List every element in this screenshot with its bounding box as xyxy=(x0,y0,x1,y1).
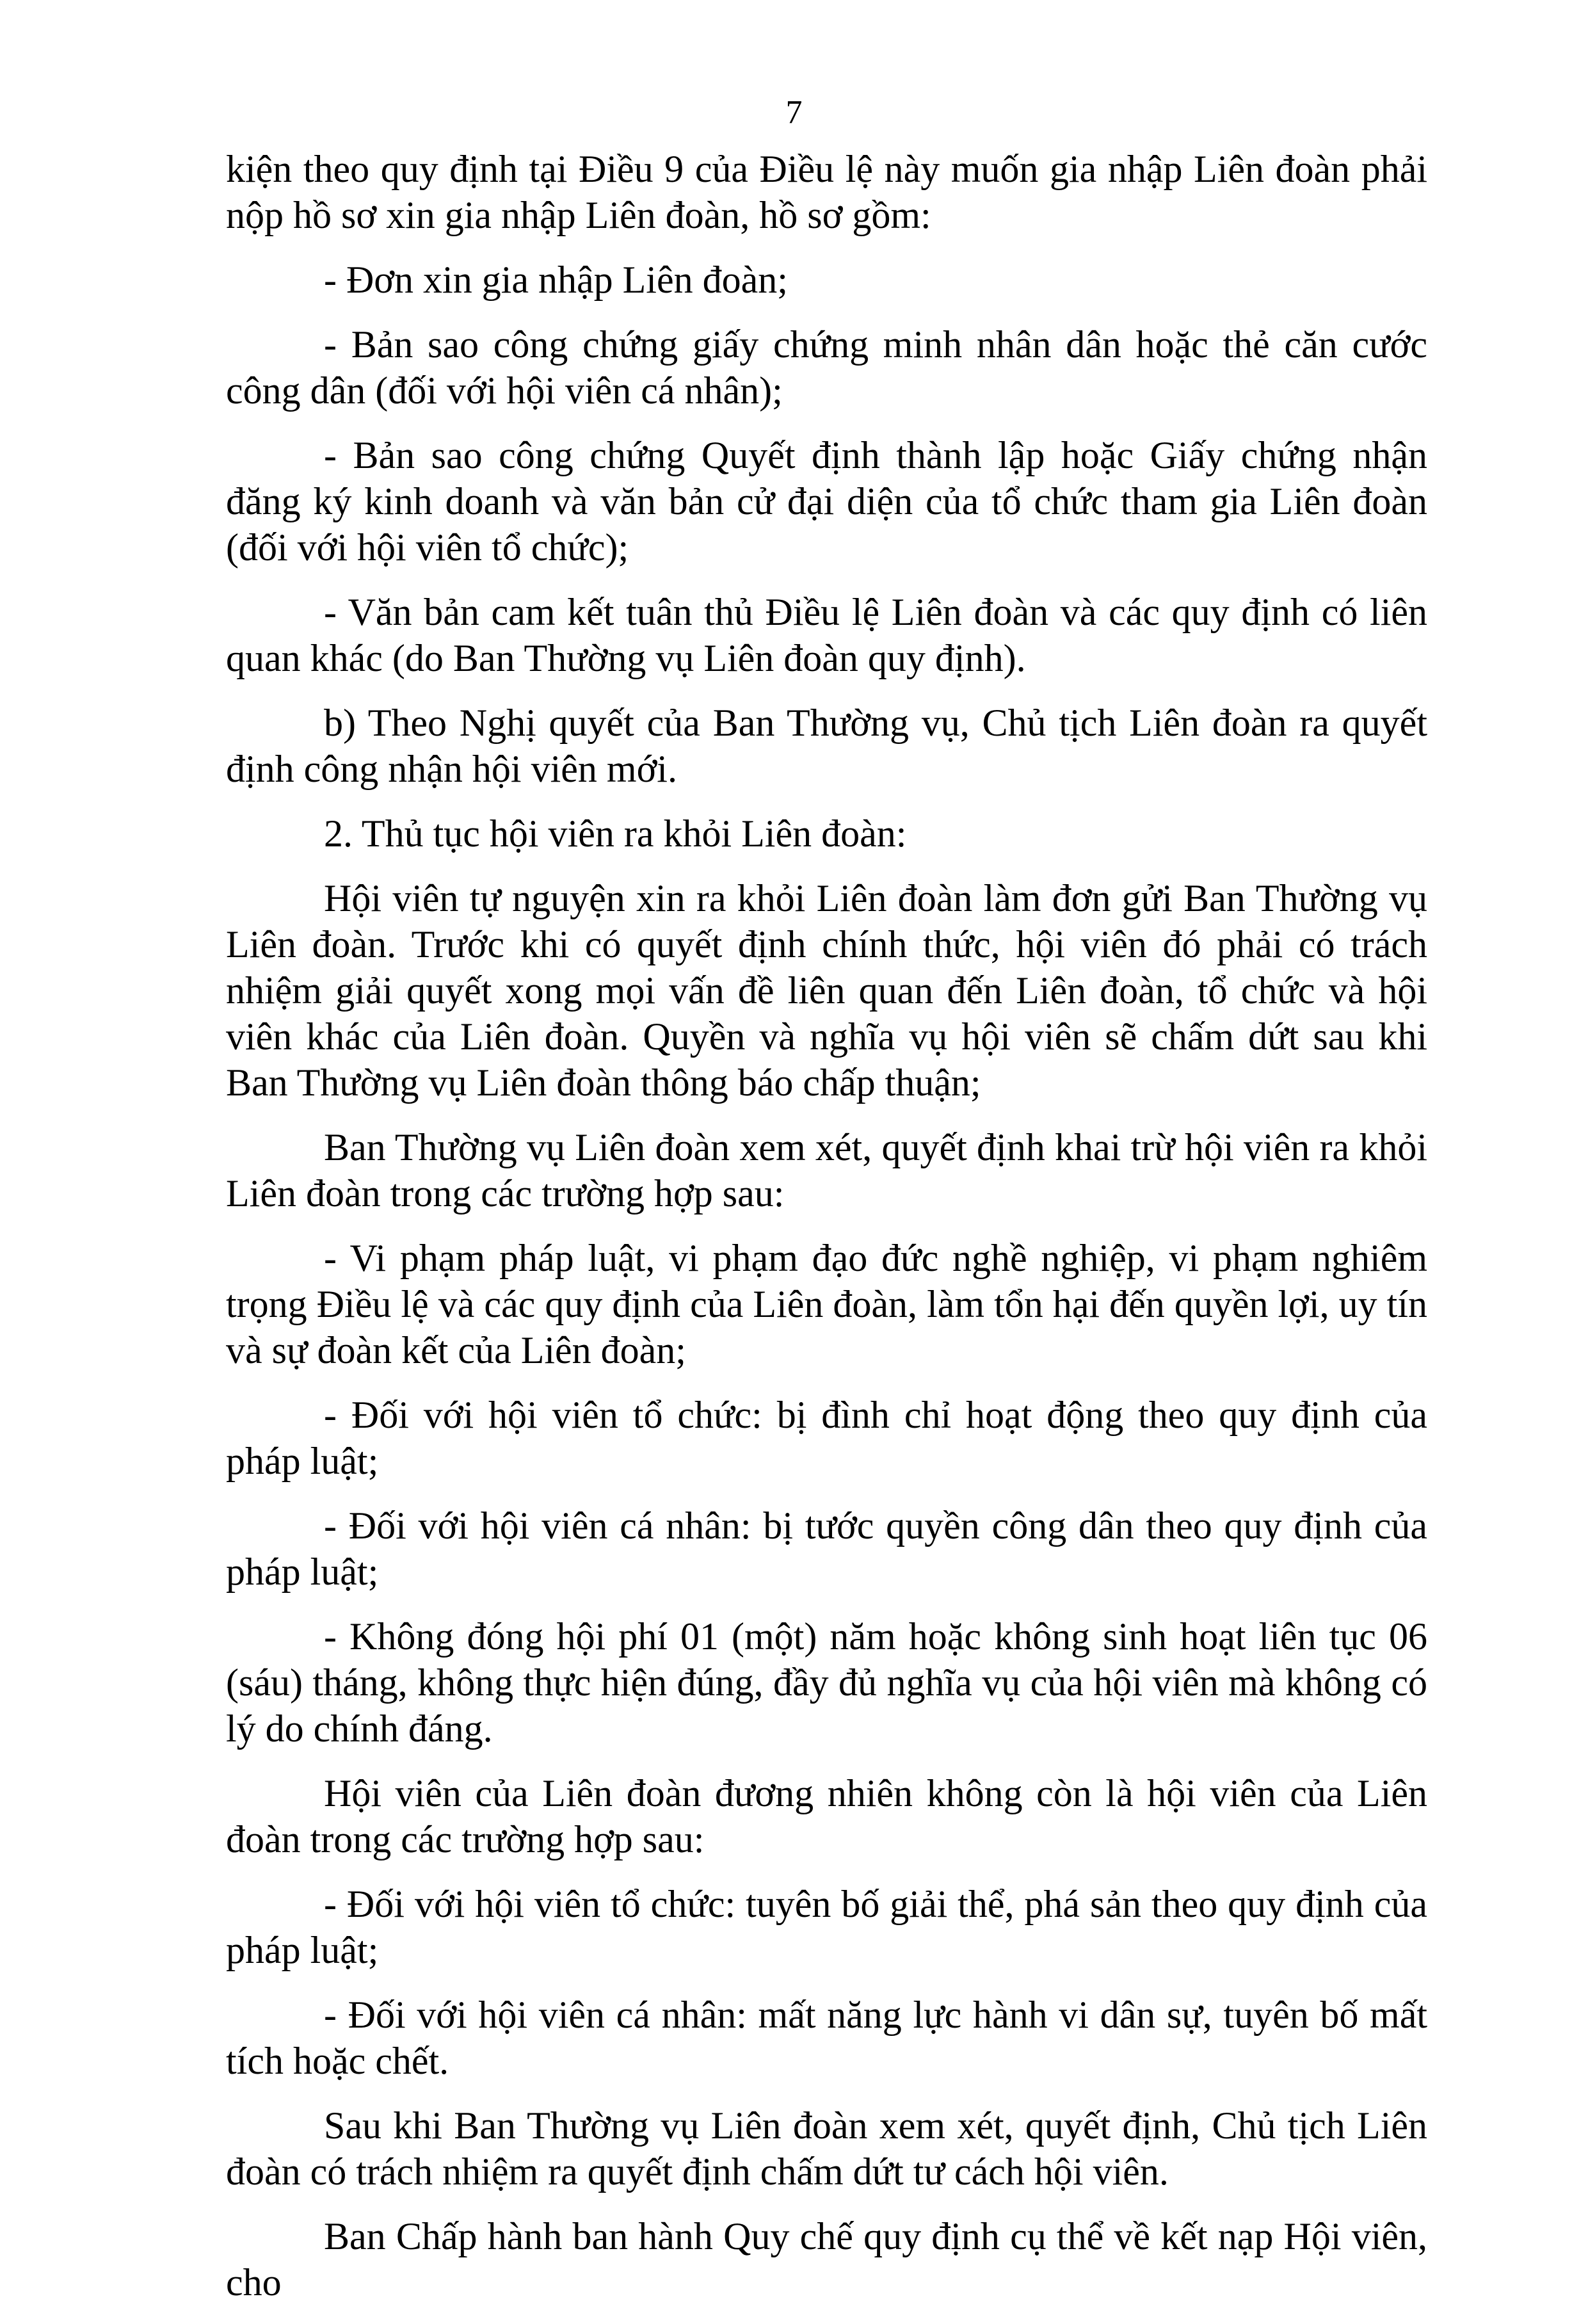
document-body xyxy=(226,146,1427,2324)
paragraph: - Đối với hội viên tổ chức: bị đình chỉ hoạt động theo quy định của pháp luật; xyxy=(226,1394,1427,1482)
page-number: 7 xyxy=(785,94,803,131)
paragraph: - Bản sao công chứng giấy chứng minh nhân dân hoặc thẻ căn cước công dân (đối với hội viên cá nhân); xyxy=(226,323,1427,412)
paragraph: Ban Thường vụ Liên đoàn xem xét, quyết định khai trừ hội viên ra khỏi Liên đoàn trong các trường hợp sau: xyxy=(226,1126,1427,1214)
paragraph: - Vi phạm pháp luật, vi phạm đạo đức nghề nghiệp, vi phạm nghiêm trọng Điều lệ và các quy định của Liên đoàn, làm tổn hại đến quyền lợi, uy tín và sự đoàn kết của Liên đoàn; xyxy=(226,1237,1427,1371)
paragraph: Sau khi Ban Thường vụ Liên đoàn xem xét, quyết định, Chủ tịch Liên đoàn có trách nhiệm ra quyết định chấm dứt tư cách hội viên. xyxy=(226,2104,1427,2193)
section-heading: 2. Thủ tục hội viên ra khỏi Liên đoàn: xyxy=(324,812,907,855)
paragraph: - Đối với hội viên cá nhân: bị tước quyền công dân theo quy định của pháp luật; xyxy=(226,1505,1427,1593)
paragraph: Hội viên tự nguyện xin ra khỏi Liên đoàn làm đơn gửi Ban Thường vụ Liên đoàn. Trước khi có quyết định chính thức, hội viên đó phải có trách nhiệm giải quyết xong mọi vấn đề liên quan đến Liên đoàn, tổ chức và hội viên khác của Liên đoàn. Quyền và nghĩa vụ hội viên sẽ chấm dứt sau khi Ban Thường vụ Liên đoàn thông báo chấp thuận; xyxy=(226,877,1427,1104)
paragraph: - Đơn xin gia nhập Liên đoàn; xyxy=(324,259,788,301)
paragraph: - Văn bản cam kết tuân thủ Điều lệ Liên đoàn và các quy định có liên quan khác (do Ban Thường vụ Liên đoàn quy định). xyxy=(226,591,1427,679)
paragraph: kiện theo quy định tại Điều 9 của Điều lệ này muốn gia nhập Liên đoàn phải nộp hồ sơ xin gia nhập Liên đoàn, hồ sơ gồm: xyxy=(226,148,1427,236)
paragraph: - Đối với hội viên tổ chức: tuyên bố giải thể, phá sản theo quy định của pháp luật; xyxy=(226,1883,1427,1971)
paragraph: Ban Chấp hành ban hành Quy chế quy định cụ thể về kết nạp Hội viên, cho xyxy=(226,2215,1427,2304)
paragraph: b) Theo Nghị quyết của Ban Thường vụ, Chủ tịch Liên đoàn ra quyết định công nhận hội viên mới. xyxy=(226,702,1427,790)
paragraph: - Không đóng hội phí 01 (một) năm hoặc không sinh hoạt liên tục 06 (sáu) tháng, không thực hiện đúng, đầy đủ nghĩa vụ của hội viên mà không có lý do chính đáng. xyxy=(226,1615,1427,1750)
paragraph: - Bản sao công chứng Quyết định thành lập hoặc Giấy chứng nhận đăng ký kinh doanh và văn bản cử đại diện của tổ chức tham gia Liên đoàn (đối với hội viên tổ chức); xyxy=(226,434,1427,569)
paragraph: Hội viên của Liên đoàn đương nhiên không còn là hội viên của Liên đoàn trong các trường hợp sau: xyxy=(226,1772,1427,1860)
paragraph: - Đối với hội viên cá nhân: mất năng lực hành vi dân sự, tuyên bố mất tích hoặc chết. xyxy=(226,1994,1427,2082)
